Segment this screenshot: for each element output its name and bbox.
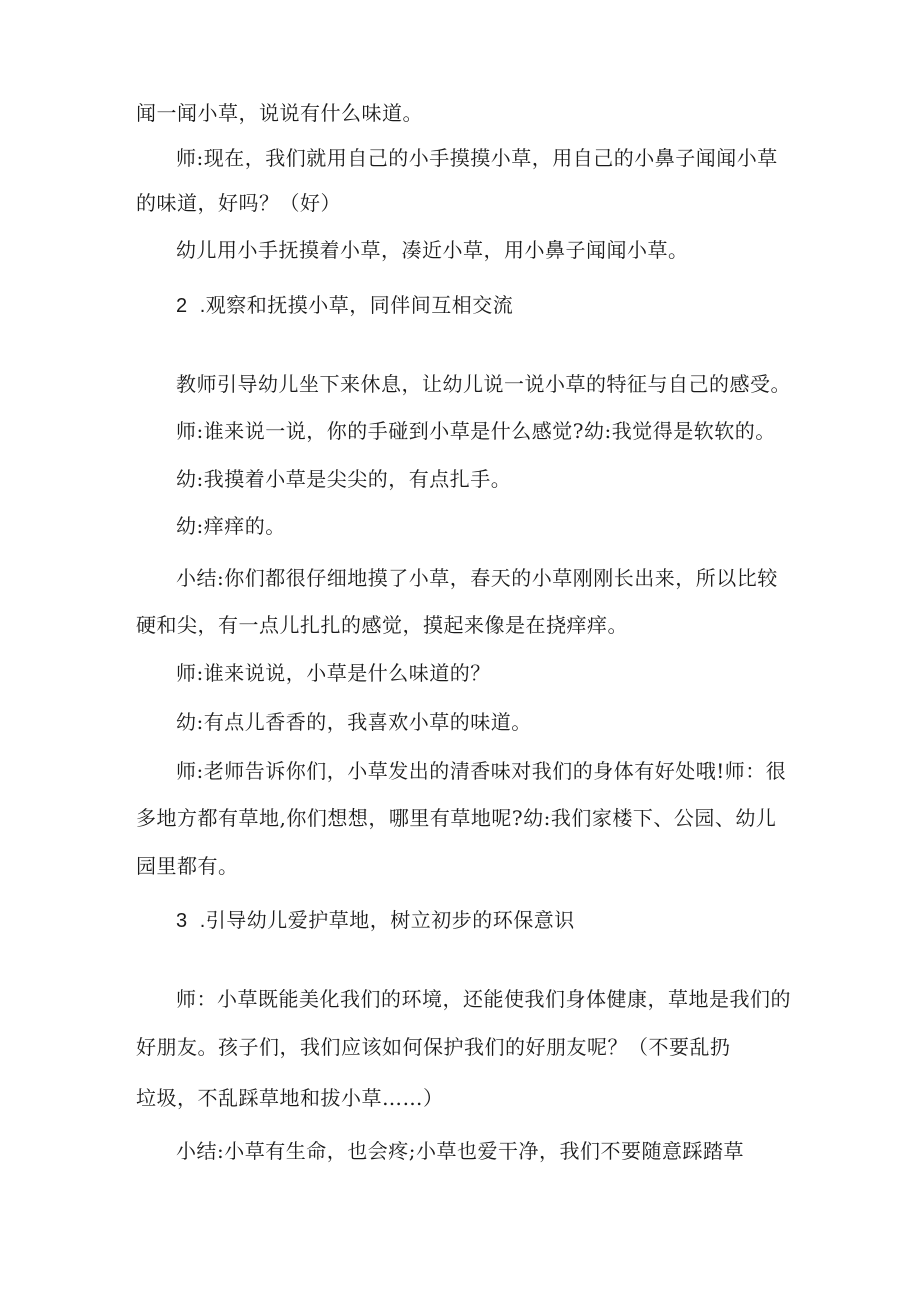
text-line: 师:谁来说说，小草是什么味道的？ bbox=[176, 661, 491, 685]
text-line: 多地方都有草地,你们想想，哪里有草地呢?幼:我们家楼下、公园、幼儿 bbox=[136, 806, 777, 830]
text-line: 幼:痒痒的。 bbox=[176, 514, 286, 538]
text-line: 好朋友。孩子们，我们应该如何保护我们的好朋友呢？（不要乱扔 bbox=[136, 1035, 731, 1059]
text-line: 师:谁来说一说，你的手碰到小草是什么感觉?幼:我觉得是软软的。 bbox=[176, 419, 776, 443]
text-line: 教师引导幼儿坐下来休息，让幼儿说一说小草的特征与自己的感受。 bbox=[176, 372, 791, 396]
text-line: 垃圾，不乱踩草地和拔小草……） bbox=[136, 1086, 444, 1110]
section-heading: 3 .引导幼儿爱护草地，树立初步的环保意识 bbox=[176, 910, 575, 932]
text-line: 幼:有点儿香香的，我喜欢小草的味道。 bbox=[176, 710, 532, 734]
text-line: 的味道，好吗？（好） bbox=[136, 191, 341, 215]
text-line: 硬和尖，有一点儿扎扎的感觉，摸起来像是在挠痒痒。 bbox=[136, 613, 628, 637]
text-line: 小结:小草有生命，也会疼;小草也爱干净，我们不要随意踩踏草 bbox=[176, 1139, 744, 1163]
text-line: 闻一闻小草，说说有什么味道。 bbox=[136, 101, 423, 125]
text-line: 师:现在，我们就用自己的小手摸摸小草，用自己的小鼻子闻闻小草 bbox=[176, 146, 778, 170]
text-line: 幼儿用小手抚摸着小草，凑近小草，用小鼻子闻闻小草。 bbox=[176, 238, 689, 262]
section-heading: 2 .观察和抚摸小草，同伴间互相交流 bbox=[176, 295, 514, 317]
text-line: 小结:你们都很仔细地摸了小草，春天的小草刚刚长出来，所以比较 bbox=[176, 566, 778, 590]
text-line: 师：小草既能美化我们的环境，还能使我们身体健康，草地是我们的 bbox=[176, 987, 791, 1011]
text-line: 师:老师告诉你们，小草发出的清香味对我们的身体有好处哦!师：很 bbox=[176, 759, 787, 783]
text-line: 幼:我摸着小草是尖尖的，有点扎手。 bbox=[176, 467, 512, 491]
text-line: 园里都有。 bbox=[136, 854, 239, 878]
